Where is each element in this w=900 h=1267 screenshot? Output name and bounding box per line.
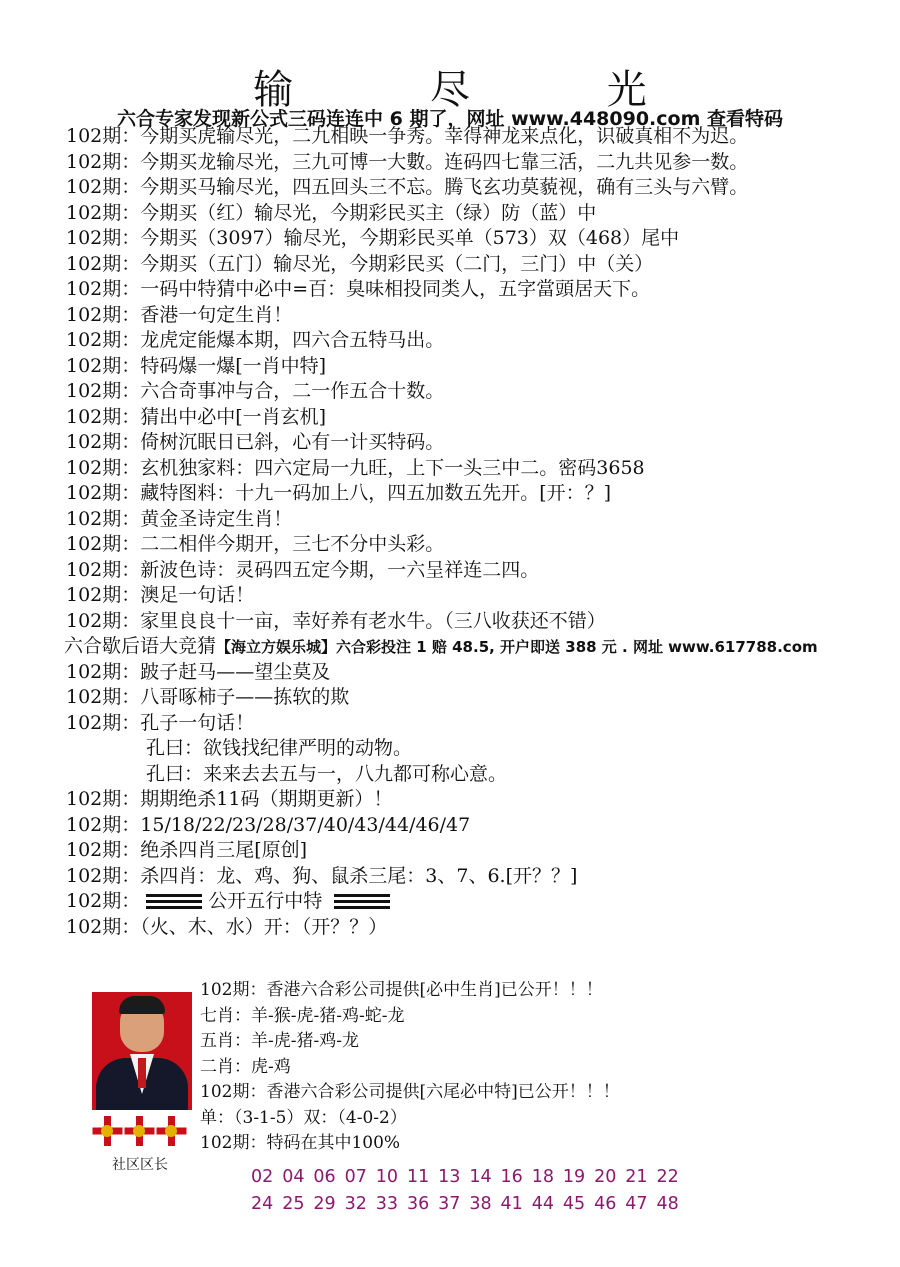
number-cell: 20 <box>594 1167 617 1187</box>
prediction-line: 102期：家里良良十一亩，幸好养有老水牛。（三八收获还不错） <box>66 609 606 632</box>
prediction-list <box>66 124 896 940</box>
prediction-line: 102期：八哥啄柿子——拣软的欺 <box>66 686 350 708</box>
prediction-line: 102期：新波色诗：灵码四五定今期，一六呈祥连二四。 <box>66 558 540 581</box>
number-cell: 18 <box>531 1167 554 1187</box>
prediction-line: 102期：倚树沉眠日已斜，心有一计买特码。 <box>66 431 445 453</box>
prediction-line: 102期：今期买龙输尽光，三九可博一大數。连码四七靠三活，二九共见参一数。 <box>66 150 749 173</box>
number-cell: 25 <box>282 1194 305 1214</box>
page-title: 输 尽 光 <box>253 67 709 113</box>
number-cell: 36 <box>406 1194 430 1214</box>
number-cell: 37 <box>438 1194 461 1214</box>
prediction-line: 102期：绝杀四肖三尾[原创] <box>66 839 308 861</box>
number-cell: 32 <box>344 1194 367 1214</box>
special-block <box>200 978 890 1157</box>
medal-icon <box>124 1116 154 1146</box>
prediction-line: 102期：黄金圣诗定生肖！ <box>66 507 293 530</box>
number-cell: 22 <box>656 1167 679 1187</box>
prediction-line: 102期：跛子赶马——望尘莫及 <box>66 660 331 683</box>
number-cell: 48 <box>656 1194 679 1214</box>
prediction-line: 102期：（火、木、水）开：（开？？） <box>66 915 388 938</box>
number-cell: 13 <box>438 1167 461 1187</box>
prediction-line: 102期：玄机独家料：四六定局一九旺，上下一头三中二。密码3658 <box>66 456 645 479</box>
confucius-line: 孔曰：欲钱找纪律严明的动物。 <box>146 737 413 759</box>
ad-line <box>64 634 896 660</box>
number-cell: 44 <box>531 1194 554 1214</box>
block-line: 102期：香港六合彩公司提供[必中生肖]已公开！！！ <box>200 980 603 1000</box>
prediction-line: 102期：15/18/22/23/28/37/40/43/44/46/47 <box>66 813 471 836</box>
prediction-line: 102期：今期买（红）输尽光，今期彩民买主（绿）防（蓝）中 <box>66 201 597 224</box>
number-grid <box>251 1164 891 1218</box>
confucius-line: 孔曰：来来去去五与一，八九都可称心意。 <box>146 762 508 785</box>
prediction-line: 102期：今期买虎输尽光，二九相映一争秀。幸得神龙来点化，识破真相不为迟。 <box>66 125 749 147</box>
prediction-line: 102期：六合奇事冲与合，二一作五合十数。 <box>66 380 445 402</box>
prediction-line: 102期：猜出中必中[一肖玄机] <box>66 405 327 428</box>
prediction-line: 102期：期期绝杀11码（期期更新）！ <box>66 788 393 810</box>
number-cell: 06 <box>313 1167 336 1187</box>
prediction-line: 102期：澳足一句话！ <box>66 584 255 606</box>
five-prefix: 102期： <box>66 890 141 912</box>
medal-icon <box>92 1116 122 1146</box>
number-cell: 07 <box>344 1167 367 1187</box>
triple-bar-icon <box>146 894 202 910</box>
block-line: 二肖：虎-鸡 <box>200 1056 291 1077</box>
number-cell: 10 <box>375 1167 399 1187</box>
triple-bar-icon <box>334 894 390 910</box>
number-cell: 45 <box>562 1194 586 1214</box>
top-banner: 六合专家发现新公式三码连连中 6 期了，网址 www.448090.com 查看特码 <box>117 108 783 130</box>
block-line: 102期：特码在其中100% <box>200 1133 401 1153</box>
number-cell: 47 <box>625 1194 648 1214</box>
prediction-line: 102期：香港一句定生肖！ <box>66 303 293 326</box>
prediction-line: 102期：孔子一句话！ <box>66 711 255 734</box>
prediction-line: 102期：今期买马输尽光，四五回头三不忘。腾飞玄功莫藐视，确有三头与六臂。 <box>66 176 749 198</box>
prediction-line: 102期：二二相伴今期开，三七不分中头彩。 <box>66 533 445 555</box>
five-elements-line <box>66 889 896 915</box>
block-line: 五肖：羊-虎-猪-鸡-龙 <box>200 1031 359 1051</box>
number-cell: 38 <box>469 1194 492 1214</box>
five-text: 公开五行中特 <box>208 890 323 912</box>
number-cell: 19 <box>562 1167 586 1187</box>
photo-caption: 社区区长 <box>112 1157 168 1173</box>
number-cell: 02 <box>251 1167 274 1187</box>
block-line: 单：（3-1-5）双：（4-0-2） <box>200 1107 407 1128</box>
medal-icons <box>90 1112 190 1154</box>
number-cell: 46 <box>594 1194 617 1214</box>
number-cell: 24 <box>251 1194 274 1214</box>
number-cell: 33 <box>375 1194 399 1214</box>
number-cell: 04 <box>282 1167 305 1187</box>
number-row <box>251 1191 891 1218</box>
prediction-line: 102期：今期买（3097）输尽光，今期彩民买单（573）双（468）尾中 <box>66 227 680 249</box>
number-cell: 41 <box>500 1194 523 1214</box>
number-cell: 21 <box>625 1167 648 1187</box>
prediction-line: 102期：龙虎定能爆本期，四六合五特马出。 <box>66 329 445 351</box>
prediction-line: 102期：杀四肖：龙、鸡、狗、鼠杀三尾：3、7、6.[开？？] <box>66 864 578 887</box>
number-cell: 16 <box>500 1167 523 1187</box>
portrait-photo <box>92 992 192 1110</box>
prediction-line: 102期：今期买（五门）输尽光，今期彩民买（二门，三门）中（关） <box>66 252 654 275</box>
number-cell: 29 <box>313 1194 336 1214</box>
block-line: 102期：香港六合彩公司提供[六尾必中特]已公开！！！ <box>200 1082 620 1102</box>
number-row <box>251 1164 891 1191</box>
ad-prefix: 六合歇后语大竞猜 <box>64 635 217 657</box>
medal-icon <box>156 1116 186 1146</box>
prediction-line: 102期：特码爆一爆[一肖中特] <box>66 354 327 377</box>
prediction-line: 102期：藏特图料：十九一码加上八，四五加数五先开。[开：？] <box>66 482 612 504</box>
number-cell: 14 <box>469 1167 492 1187</box>
number-cell: 11 <box>406 1167 430 1187</box>
block-line: 七肖：羊-猴-虎-猪-鸡-蛇-龙 <box>200 1005 405 1026</box>
ad-link[interactable]: 【海立方娱乐城】六合彩投注 1 赔 48.5, 开户即送 388 元 . 网址 www.617788.com <box>216 638 818 656</box>
prediction-line: 102期：一码中特猜中必中=百：臭味相投同类人，五字當頭居天下。 <box>66 278 651 300</box>
